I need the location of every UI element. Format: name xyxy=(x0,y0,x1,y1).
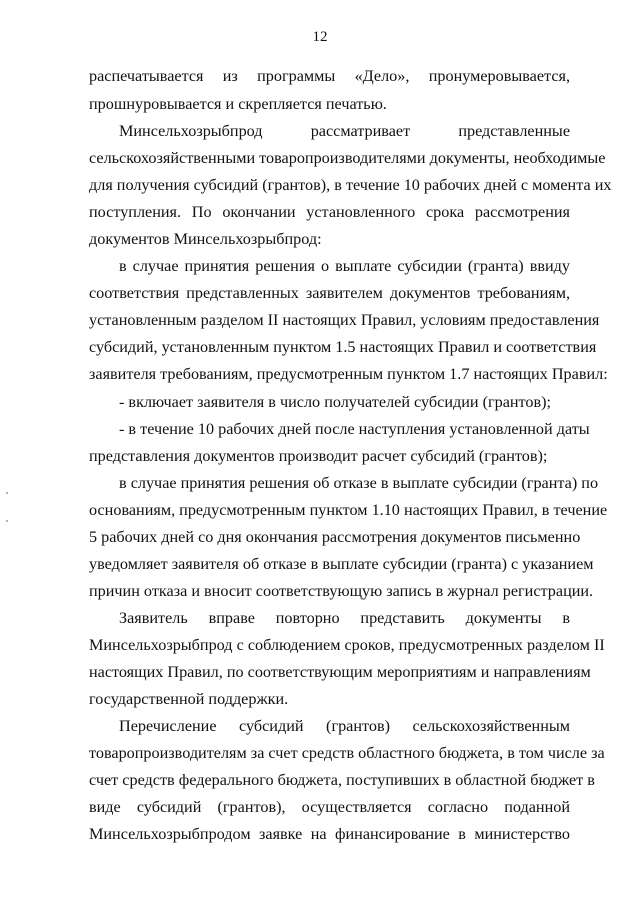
text-line: представления документов производит расчет субсидий (грантов); xyxy=(89,447,548,465)
text-line: основаниям, предусмотренным пунктом 1.10 настоящих Правил, в течение xyxy=(89,501,608,519)
text-line: 5 рабочих дней со дня окончания рассмотрения документов письменно xyxy=(89,528,581,546)
text-line: установленным разделом II настоящих Правил, условиям предоставления xyxy=(89,311,600,329)
text-line: причин отказа и вносит соответствующую запись в журнал регистрации. xyxy=(89,582,594,600)
text-line: государственной поддержки. xyxy=(89,690,289,708)
text-line: счет средств федерального бюджета, поступивших в областной бюджет в xyxy=(89,771,595,789)
text-line: товаропроизводителям за счет средств областного бюджета, в том числе за xyxy=(89,744,605,762)
text-line: распечатывается из программы «Дело», пронумеровывается, xyxy=(89,67,570,85)
text-line: - включает заявителя в число получателей субсидии (грантов); xyxy=(119,393,552,411)
text-line: уведомляет заявителя об отказе в выплате субсидии (гранта) с указанием xyxy=(89,555,594,573)
text-line: Заявитель вправе повторно представить документы в xyxy=(119,609,570,627)
text-line: Минсельхозрыбпродом заявке на финансирование в министерство xyxy=(89,825,570,843)
scan-artifact-dot xyxy=(6,492,8,494)
text-line: - в течение 10 рабочих дней после наступления установленной даты xyxy=(119,420,590,438)
text-line: настоящих Правил, по соответствующим мероприятиям и направлениям xyxy=(89,663,591,681)
text-line: Минсельхозрыбпрод с соблюдением сроков, предусмотренных разделом II xyxy=(89,636,605,654)
text-line: Минсельхозрыбпрод рассматривает представленные xyxy=(119,122,570,140)
text-line: виде субсидий (грантов), осуществляется согласно поданной xyxy=(89,798,570,816)
text-line: в случае принятия решения об отказе в выплате субсидии (гранта) по xyxy=(119,474,599,492)
text-line: в случае принятия решения о выплате субсидии (гранта) ввиду xyxy=(119,257,570,275)
text-line: субсидий, установленным пунктом 1.5 настоящих Правил и соответствия xyxy=(89,338,597,356)
text-line: прошнуровывается и скрепляется печатью. xyxy=(89,95,387,113)
text-line: заявителя требованиям, предусмотренным пунктом 1.7 настоящих Правил: xyxy=(89,365,608,383)
text-line: Перечисление субсидий (грантов) сельскохозяйственным xyxy=(119,717,570,735)
scan-artifact-dot xyxy=(6,520,8,522)
page-number: 12 xyxy=(312,29,328,45)
text-line: документов Минсельхозрыбпрод: xyxy=(89,230,322,248)
text-line: сельскохозяйственными товаропроизводителями документы, необходимые xyxy=(89,149,606,167)
text-line: соответствия представленных заявителем документов требованиям, xyxy=(89,284,570,302)
text-line: для получения субсидий (грантов), в течение 10 рабочих дней с момента их xyxy=(89,176,612,194)
text-line: поступления. По окончании установленного срока рассмотрения xyxy=(89,203,570,221)
